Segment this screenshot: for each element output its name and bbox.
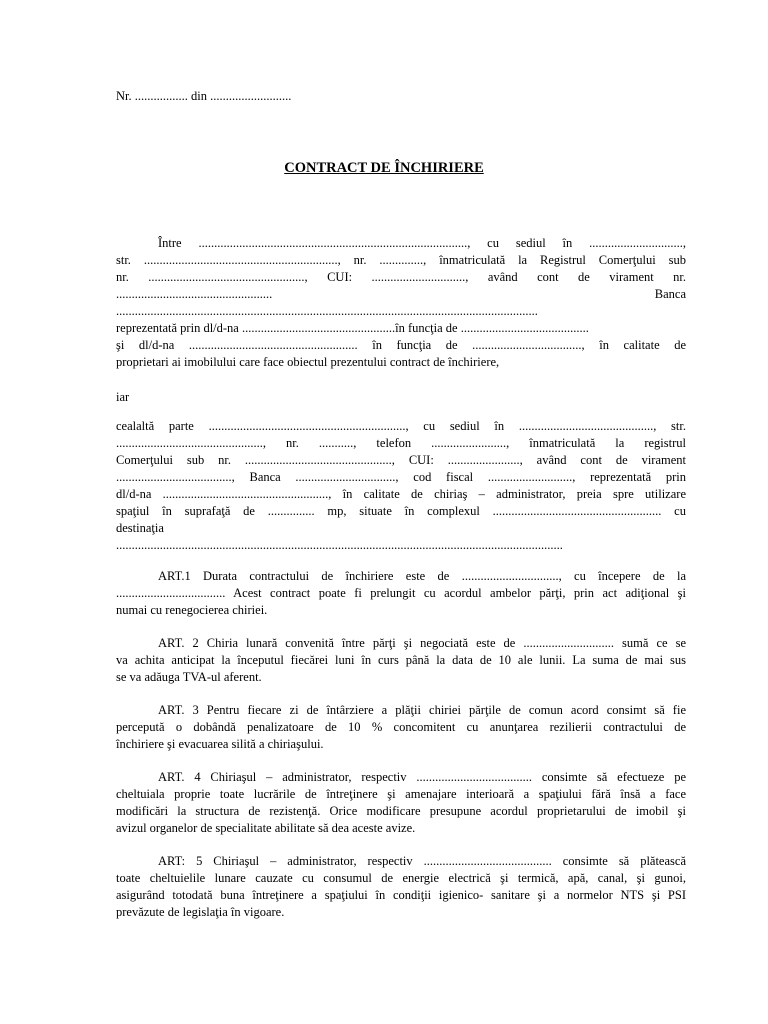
article-line: închiriere şi evacuarea silită a chiriaşului.: [116, 737, 324, 751]
article-line: ART. 2 Chiria lunară convenită între părţi şi negociată este de ............................. sumă ce se: [158, 636, 686, 650]
article-line: avizul organelor de specialitate abilitate să dea aceste avize.: [116, 821, 416, 835]
tenant-line: Comerţului sub nr. ..............................................., CUI: ......................., având cont de virament: [116, 453, 686, 467]
article-line: se va adăuga TVA-ul aferent.: [116, 670, 262, 684]
article-line: percepută o dobândă penalizatoare de 10 % concomitent cu anunţarea rezilierii contractului de: [116, 720, 686, 734]
tenant-line: ...............................................................................................................................................: [116, 538, 563, 552]
landlord-line: reprezentată prin dl/d-na .................................................în funcţia de .........................................: [116, 321, 589, 335]
article-line: ART: 5 Chiriaşul – administrator, respectiv ......................................... consimte să plătească: [158, 854, 686, 868]
article-line: cheltuiala proprie toate lucrările de întreţinere şi amenajare interioară a spaţiului fără însă a face: [116, 787, 686, 801]
landlord-line: şi dl/d-na ...................................................... în funcţia de ..................................., în calitate de: [116, 338, 686, 352]
tenant-line: dl/d-na ....................................................., în calitate de chiriaş – administrator, preia spre utilizare: [116, 487, 686, 501]
article-line: prevăzute de legislaţia în vigoare.: [116, 905, 285, 919]
iar-connector: iar: [116, 390, 130, 404]
contract-number-line: Nr. ................. din ..........................: [116, 89, 292, 103]
article-line: va achita anticipat la începutul fiecărei luni în curs până la data de 10 ale lunii. La suma de mai sus: [116, 653, 686, 667]
landlord-line: proprietari ai imobilului care face obiectul prezentului contract de închiriere,: [116, 355, 500, 369]
article-line: ART. 4 Chiriaşul – administrator, respectiv ..................................... consimte să efectueze pe: [158, 770, 686, 784]
tenant-line: ..............................................., nr. ..........., telefon ........................, înmatriculată la registrul: [116, 436, 686, 450]
landlord-line: nr. .................................................., CUI: .............................., având cont de virament nr.: [116, 270, 686, 284]
tenant-line: destinaţia: [116, 521, 164, 535]
landlord-line: .................................................. Banca: [116, 287, 686, 301]
article-line: numai cu renegocierea chiriei.: [116, 603, 268, 617]
tenant-line: ....................................., Banca ................................, cod fiscal ..........................., reprezentată prin: [116, 470, 686, 484]
article-line: ................................... Acest contract poate fi prelungit cu acordul ambelor părţi, prin act adiţional şi: [116, 586, 686, 600]
tenant-line: spaţiul în suprafaţă de ............... mp, situate în complexul ...................................................... cu: [116, 504, 686, 518]
landlord-line: .......................................................................................................................................: [116, 304, 538, 318]
landlord-line: Între ......................................................................................, cu sediul în ..............................,: [158, 236, 686, 250]
article-line: modificări la structura de rezistenţă. Orice modificare presupune acordul proprietarului de imobil şi: [116, 804, 686, 818]
article-line: ART. 3 Pentru fiecare zi de întârziere a plăţii chiriei părţile de comun acord consimt să fie: [158, 703, 686, 717]
article-line: toate cheltuielile lunare cauzate cu consumul de energie electrică şi termică, apă, canal, şi gunoi,: [116, 871, 686, 885]
article-line: ART.1 Durata contractului de închiriere este de ..............................., cu începere de la: [158, 569, 686, 583]
article-line: asigurând totodată buna întreţinere a spaţiului în condiţii igienico- sanitare şi a normelor NTS şi PSI: [116, 888, 686, 902]
landlord-line: str. .............................................................., nr. .............., înmatriculată la Registrul Comerţului sub: [116, 253, 686, 267]
tenant-line: cealaltă parte ..............................................................., cu sediul în ..........................................., str.: [116, 419, 686, 433]
document-title: CONTRACT DE ÎNCHIRIERE: [284, 160, 484, 176]
